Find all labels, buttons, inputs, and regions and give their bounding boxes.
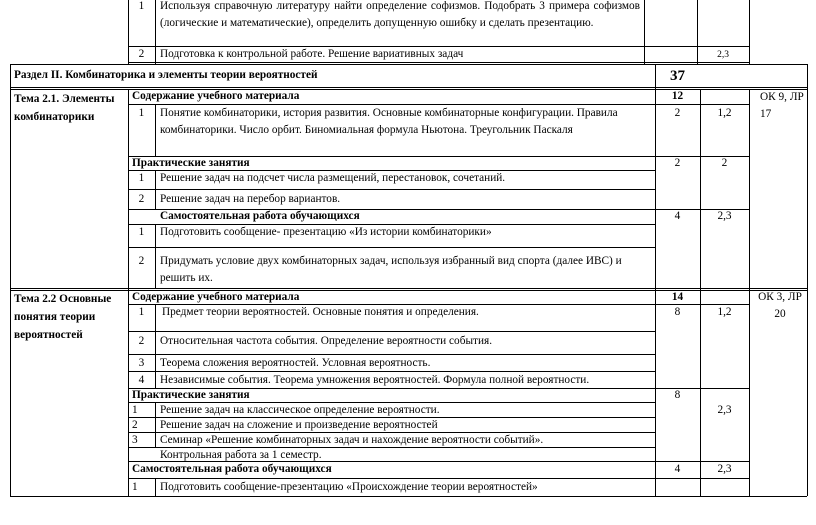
practice-text: Решение задач на подсчет числа размещений, перестановок, сочетаний. <box>160 172 506 184</box>
practice-text: Решение задач на сложение и произведение вероятностей <box>160 419 438 431</box>
row-number: 1 <box>138 0 145 12</box>
mastery-level: 2,3 <box>717 463 732 475</box>
mastery-level: 1,2 <box>717 107 732 119</box>
hours: 8 <box>674 306 681 318</box>
self-work-header: Самостоятельная работа обучающихся <box>132 463 332 475</box>
table-rule <box>749 89 750 496</box>
task-text: Подготовка к контрольной работе. Решение вариативных задач <box>160 48 464 60</box>
table-rule <box>749 0 750 64</box>
row-number: 3 <box>138 357 145 369</box>
table-rule <box>128 89 129 496</box>
hours: 8 <box>674 389 681 401</box>
self-work-text: Придумать условие двух комбинаторных задач, используя избранный вид спорта (далее ИВС) и решить их. <box>160 255 622 284</box>
table-rule <box>155 224 156 288</box>
task-text: Используя справочную литературу найти определение софизмов. Подобрать 3 примера софизмов (логические и математические), определить допущенную ошибку и сделать презентацию. <box>160 0 640 29</box>
table-rule <box>128 331 655 332</box>
content-hours: 14 <box>671 291 684 303</box>
row-number: 4 <box>138 374 145 386</box>
row-number: 1 <box>132 404 138 416</box>
content-text: Теорема сложения вероятностей. Условная вероятность. <box>160 357 431 369</box>
table-rule <box>10 64 11 496</box>
mastery-level: 2 <box>721 157 728 169</box>
row-number: 3 <box>132 434 138 446</box>
hours: 4 <box>674 463 681 475</box>
practice-header: Практические занятия <box>132 389 250 401</box>
self-work-header: Самостоятельная работа обучающихся <box>160 210 360 222</box>
table-rule <box>10 64 807 65</box>
topic-title: Тема 2.1. Элементы комбинаторики <box>14 93 115 123</box>
practice-header: Практические занятия <box>132 157 250 169</box>
mastery-level: 2,3 <box>717 404 732 416</box>
hours: 2 <box>674 107 681 119</box>
table-rule <box>655 64 656 496</box>
content-header: Содержание учебного материала <box>132 90 300 102</box>
table-rule <box>155 0 156 64</box>
hours: 4 <box>674 210 681 222</box>
practice-text: Решение задач на классическое определение вероятности. <box>160 404 440 416</box>
test-text: Контрольная работа за 1 семестр. <box>160 449 322 461</box>
competences: ОК 3, ЛР 20 <box>758 291 802 320</box>
table-rule <box>10 496 807 497</box>
section-title: Раздел II. Комбинаторика и элементы теории вероятностей <box>14 69 318 81</box>
row-number: 1 <box>132 481 138 493</box>
mastery-level: 2,3 <box>717 210 732 222</box>
content-text: Независимые события. Теорема умножения вероятностей. Формула полной вероятности. <box>160 374 590 386</box>
table-rule <box>155 170 156 209</box>
table-rule <box>700 89 701 496</box>
table-rule <box>155 304 156 388</box>
hours: 2 <box>674 157 681 169</box>
content-hours: 12 <box>671 90 684 102</box>
row-number: 1 <box>138 172 145 184</box>
row-number: 1 <box>138 107 145 119</box>
row-number: 1 <box>138 226 145 238</box>
section-hours: 37 <box>670 68 685 84</box>
row-number: 2 <box>138 335 145 347</box>
table-rule <box>128 189 655 190</box>
mastery-level: 2,3 <box>717 50 729 60</box>
content-text: Понятие комбинаторики, история развития. Основные комбинаторные конфигурации. Правила комбинаторики. Число орбит. Биномиальная формула Ньютона. Треугольник Паскаля <box>160 107 618 136</box>
table-rule <box>807 64 808 496</box>
table-rule <box>155 478 156 496</box>
content-text: Относительная частота события. Определение вероятности события. <box>160 335 493 347</box>
practice-text: Решение задач на перебор вариантов. <box>160 193 341 205</box>
row-number: 2 <box>132 419 138 431</box>
content-text: Предмет теории вероятностей. Основные понятия и определения. <box>162 306 479 318</box>
topic-title: Тема 2.2 Основные понятия теории вероятностей <box>14 293 112 341</box>
table-rule <box>155 104 156 156</box>
row-number: 1 <box>138 306 145 318</box>
self-work-text: Подготовить сообщение- презентацию «Из истории комбинаторики» <box>160 226 492 238</box>
table-rule <box>128 247 655 248</box>
table-rule <box>155 402 156 447</box>
content-header: Содержание учебного материала <box>132 291 300 303</box>
competences: ОК 9, ЛР 17 <box>760 91 804 120</box>
row-number: 2 <box>138 193 145 205</box>
row-number: 2 <box>138 48 145 60</box>
practice-text: Семинар «Решение комбинаторных задач и нахождение вероятности событий». <box>160 434 544 446</box>
row-number: 2 <box>138 255 145 267</box>
mastery-level: 1,2 <box>717 306 732 318</box>
table-rule <box>644 0 645 64</box>
self-work-text: Подготовить сообщение-презентацию «Происхождение теории вероятностей» <box>160 481 538 493</box>
